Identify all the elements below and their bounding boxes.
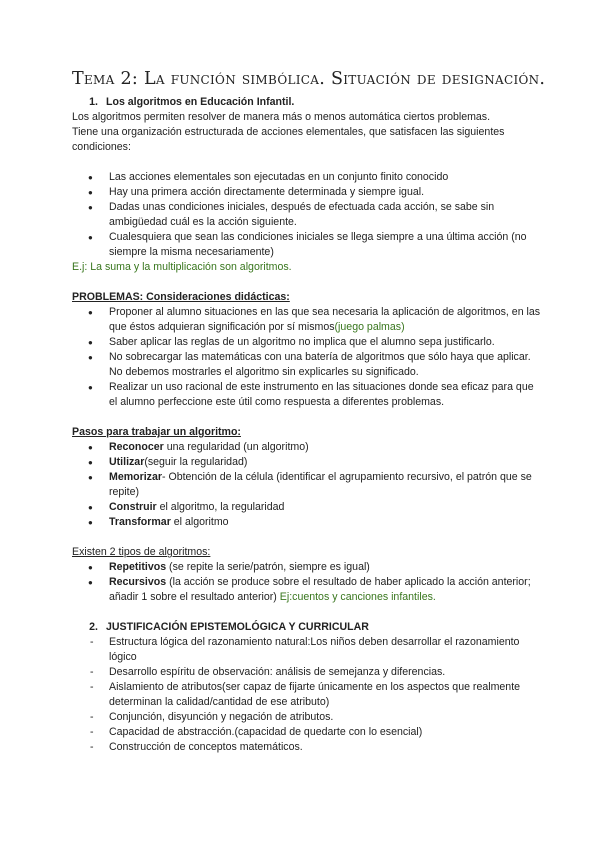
tipos-heading: Existen 2 tipos de algoritmos: [72,546,211,558]
list-item: - Estructura lógica del razonamiento natural:Los niños deben desarrollar el razonamiento lógico [72,635,542,665]
list-item: ● Reconocer una regularidad (un algoritmo) [72,440,542,455]
list-item: - Desarrollo espíritu de observación: análisis de semejanza y diferencias. [72,665,542,680]
list-item: ● Dadas unas condiciones iniciales, después de efectuada cada acción, se sabe sin ambigüedad cuál es la acción siguiente. [72,200,542,230]
list-item: ● Cualesquiera que sean las condiciones iniciales se llega siempre a una última acción (no siempre la misma necesariamente) [72,230,542,260]
section-2-heading: 2. JUSTIFICACIÓN EPISTEMOLÓGICA Y CURRICULAR [89,621,369,633]
list-item: - Construcción de conceptos matemáticos. [72,740,542,755]
list-item: ● Saber aplicar las reglas de un algoritmo no implica que el alumno sepa justificarlo. [72,335,542,350]
section-1-heading: 1. Los algoritmos en Educación Infantil. [89,96,295,108]
list-item: ● Hay una primera acción directamente determinada y siempre igual. [72,185,542,200]
list-item: - Capacidad de abstracción.(capacidad de quedarte con lo esencial) [72,725,542,740]
justificacion-list [72,635,542,755]
conditions-list [72,170,542,260]
list-item: ● Recursivos (la acción se produce sobre el resultado de haber aplicado la acción anterior; añadir 1 sobre el resultado anterior) Ej:cuentos y canciones infantiles. [72,575,542,605]
pasos-list [72,440,542,530]
list-item: ● Transformar el algoritmo [72,515,542,530]
list-item: - Aislamiento de atributos(ser capaz de fijarte únicamente en los aspectos que realmente determinan la calidad/cantidad de ese atributo) [72,680,542,710]
list-item: - Conjunción, disyunción y negación de atributos. [72,710,542,725]
document-page [72,69,546,755]
document-title: Tema 2: La función simbólica. Situación de designación. [72,69,546,89]
problemas-heading: PROBLEMAS: Consideraciones didácticas: [72,291,290,303]
example-note: (juego palmas) [334,321,405,333]
list-item: ● Utilizar(seguir la regularidad) [72,455,542,470]
pasos-heading: Pasos para trabajar un algoritmo: [72,426,241,438]
list-item: ● Proponer al alumno situaciones en las que sea necesaria la aplicación de algoritmos, en las que éstos adquieran significación por sí mismos(juego palmas) [72,305,542,335]
problemas-list [72,305,542,410]
list-item: ● Repetitivos (se repite la serie/patrón, siempre es igual) [72,560,542,575]
example-note: Ej:cuentos y canciones infantiles. [279,591,436,603]
list-item: ● Realizar un uso racional de este instrumento en las situaciones donde sea eficaz para que el alumno perfeccione este útil como respuesta a diferentes problemas. [72,380,542,410]
example-note: E.j: La suma y la multiplicación son algoritmos. [72,261,292,273]
list-item: ● Las acciones elementales son ejecutadas en un conjunto finito conocido [72,170,542,185]
list-item: ● No sobrecargar las matemáticas con una batería de algoritmos que sólo haya que aplicar. No debemos mostrarles el algoritmo sin explicarles su significado. [72,350,542,380]
intro-line-2: Tiene una organización estructurada de acciones elementales, que satisfacen las siguientes condiciones: [72,126,505,153]
list-item: ● Construir el algoritmo, la regularidad [72,500,542,515]
list-item: ● Memorizar- Obtención de la célula (identificar el agrupamiento recursivo, el patrón que se repite) [72,470,542,500]
tipos-list [72,560,542,605]
intro-line-1: Los algoritmos permiten resolver de manera más o menos automática ciertos problemas. [72,111,491,123]
